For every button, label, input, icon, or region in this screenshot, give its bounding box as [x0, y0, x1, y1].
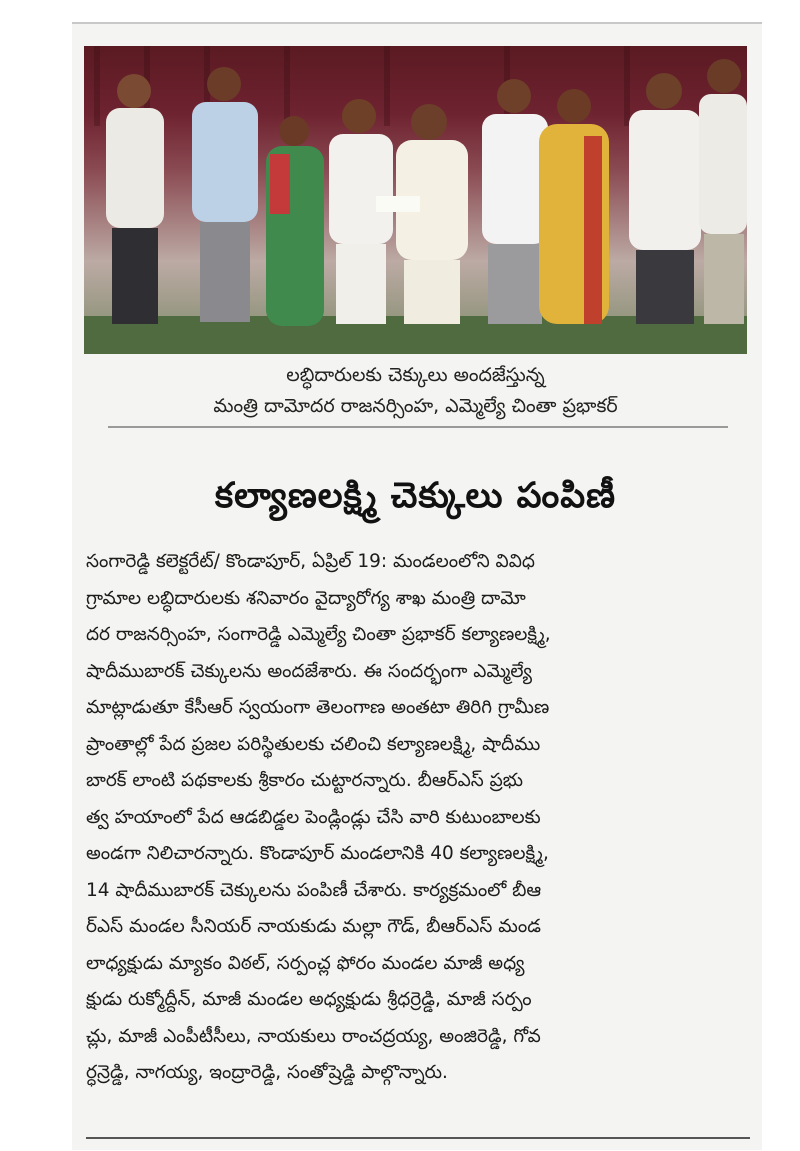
news-photo [84, 46, 747, 354]
bottom-divider [86, 1137, 750, 1139]
body-line: గ్రామాల లబ్ధిదారులకు శనివారం వైద్యారోగ్య శాఖ మంత్రి దామో [86, 587, 526, 609]
body-line: మాట్లాడుతూ కేసీఆర్ స్వయంగా తెలంగాణ అంతటా తిరిగి గ్రామీణ [86, 697, 550, 718]
body-line: సంగారెడ్డి కలెక్టరేట్/ కొండాపూర్, ఏప్రిల్ 19: మండలంలోని వివిధ [86, 551, 535, 572]
top-divider [72, 22, 762, 24]
caption-line-1: లబ్ధిదారులకు చెక్కులు అందజేస్తున్న [286, 364, 545, 386]
article-body [86, 544, 750, 1092]
body-line: ప్రాంతాల్లో పేద ప్రజల పరిస్థితులకు చలించి కల్యాణలక్ష్మి, షాదీము [86, 733, 541, 755]
body-line: అండగా నిలిచారన్నారు. కొండాపూర్ మండలానికి 40 కల్యాణలక్ష్మి, [86, 843, 549, 864]
body-line: చ్లు, మాజీ ఎంపీటీసీలు, నాయకులు రాంచద్రయ్య, అంజిరెడ్డి, గోవ [86, 1025, 541, 1047]
body-line: దర రాజనర్సింహ, సంగారెడ్డి ఎమ్మెల్యే చింతా ప్రభాకర్ కల్యాణలక్ష్మి, [86, 624, 551, 645]
photo-illustration [84, 46, 747, 354]
body-line: లాధ్యక్షుడు మ్యాకం విఠల్, సర్పంచ్ల ఫోరం మండల మాజీ అధ్య [86, 952, 525, 974]
body-line: క్షుడు రుక్మోద్దీన్, మాజీ మండల అధ్యక్షుడు శ్రీధర్రెడ్డి, మాజీ సర్పం [86, 989, 532, 1010]
body-line: బారక్ లాంటి పథకాలకు శ్రీకారం చుట్టారన్నారు. బీఆర్ఎస్ ప్రభు [86, 770, 524, 791]
newspaper-clipping [72, 22, 762, 1150]
body-line: ర్ఎస్ మండల సీనియర్ నాయకుడు మల్లా గౌడ్, బీఆర్ఎస్ మండ [86, 916, 541, 937]
body-line: ర్ధన్రెడ్డి, నాగయ్య, ఇంద్రారెడ్డి, సంతోష్రెడ్డి పాల్గొన్నారు. [86, 1062, 448, 1083]
photo-caption [84, 360, 747, 422]
body-line: షాదీముబారక్ చెక్కులను అందజేశారు. ఈ సందర్భంగా ఎమ్మెల్యే [86, 660, 532, 682]
headline: కల్యాణలక్ష్మి చెక్కులు పంపిణీ [214, 476, 617, 516]
body-line: త్వ హయాంలో పేద ఆడబిడ్డల పెండ్లిండ్లు చేసి వారి కుటుంబాలకు [86, 806, 541, 828]
caption-line-2: మంత్రి దామోదర రాజనర్సింహ, ఎమ్మెల్యే చింతా ప్రభాకర్ [213, 395, 618, 417]
body-line: 14 షాదీముబారక్ చెక్కులను పంపిణీ చేశారు. కార్యక్రమంలో బీఆ [86, 879, 542, 901]
caption-divider [108, 426, 728, 428]
